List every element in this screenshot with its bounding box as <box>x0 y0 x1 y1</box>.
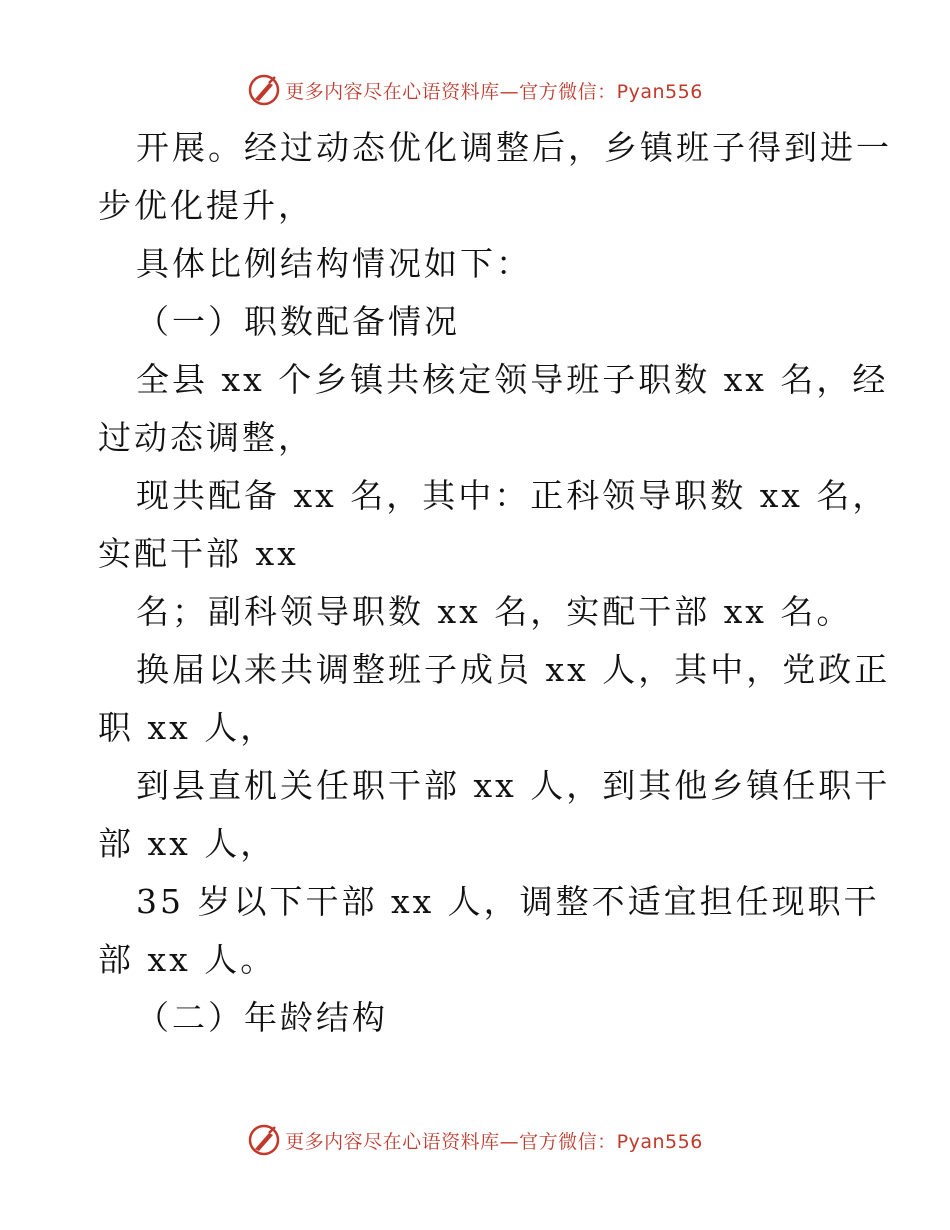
footer-banner <box>0 1120 950 1160</box>
paragraph-line: 名；副科领导职数 xx 名，实配干部 xx 名。 <box>136 592 853 631</box>
paragraph-line: 开展。经过动态优化调整后，乡镇班子得到进一 <box>136 128 892 167</box>
section-heading: （二）年龄结构 <box>136 998 388 1037</box>
banner-text: 更多内容尽在心语资料库—官方微信：Pyan556 <box>285 80 703 103</box>
header-banner <box>0 70 950 110</box>
paragraph-line: 到县直机关任职干部 xx 人，到其他乡镇任职干 <box>136 766 891 805</box>
banner-text: 更多内容尽在心语资料库—官方微信：Pyan556 <box>285 1130 703 1153</box>
paragraph-line: 具体比例结构情况如下： <box>136 244 532 283</box>
quill-pen-icon <box>247 1123 281 1157</box>
paragraph-line: 实配干部 xx <box>98 534 299 573</box>
paragraph-line: 部 xx 人。 <box>98 940 277 979</box>
paragraph-line: 现共配备 xx 名，其中：正科领导职数 xx 名， <box>136 476 889 515</box>
paragraph-line: 换届以来共调整班子成员 xx 人，其中，党政正 <box>136 650 891 689</box>
section-heading: （一）职数配备情况 <box>136 302 460 341</box>
paragraph-line: 部 xx 人， <box>98 824 277 863</box>
paragraph-line: 职 xx 人， <box>98 708 277 747</box>
paragraph-line: 步优化提升， <box>98 186 314 225</box>
paragraph-line: 35 岁以下干部 xx 人，调整不适宜担任现职干 <box>136 882 880 921</box>
paragraph-line: 过动态调整， <box>98 418 314 457</box>
paragraph-line: 全县 xx 个乡镇共核定领导班子职数 xx 名，经 <box>136 360 889 399</box>
quill-pen-icon <box>247 73 281 107</box>
